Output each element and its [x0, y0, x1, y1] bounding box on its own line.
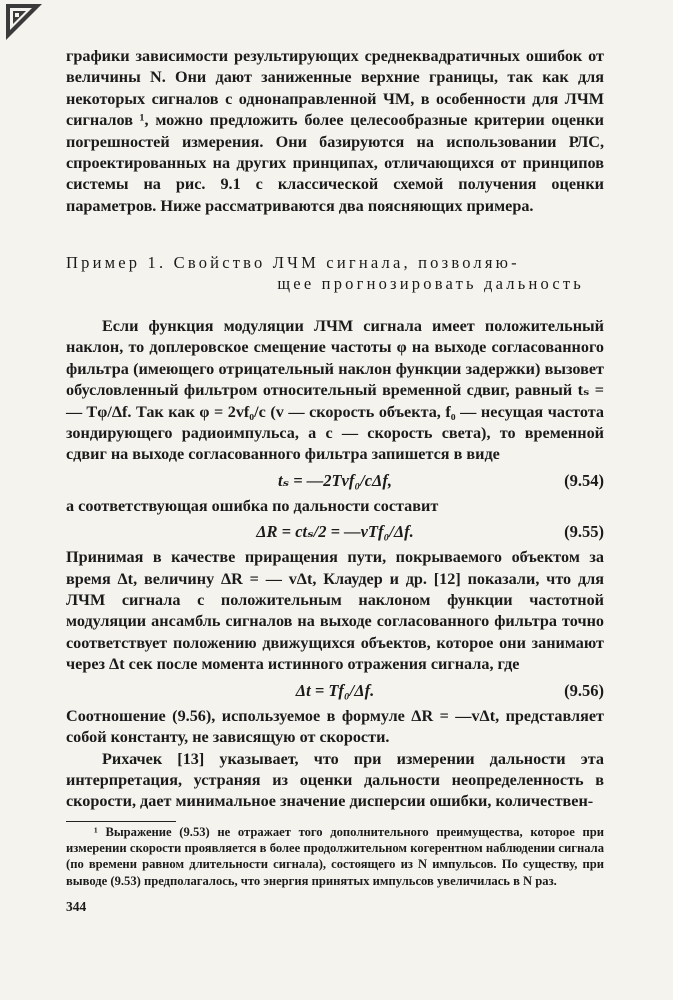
formula-expression: tₛ = —2Tvf₀/cΔf,: [277, 470, 393, 490]
heading-line-2: щее прогнозировать дальность: [277, 274, 584, 293]
paragraph-lfm-shift: Если функция модуляции ЛЧМ сигнала имеет положительный наклон, то доплеровское смещение частоты φ на выходе согласованного фильтра (имеющего отрицательный наклон функции задержки) вызовет обусловленный фильтром относительный временной сдвиг, равный tₛ = — Tφ/Δf. Так как φ = 2vf₀/c (v — скорость объекта, f₀ — несущая частота зондирующего радиоимпульса, а c — скорость света), то временной сдвиг на выходе согласованного фильтра запишется в виде: [66, 317, 604, 464]
paragraph-range-error: а соответствующая ошибка по дальности составит: [66, 496, 439, 515]
formula-9-56: [66, 676, 604, 706]
footnote: ¹ Выражение (9.53) не отражает того дополнительного преимущества, которое при измерении скорости проявляется в более продолжительном когерентном наблюдении сигнала (по времени равном длительности сигнала), состоящего из N импульсов. По существу, при выводе (9.53) предполагалось, что энергия принятых импульсов увеличилась в N раз.: [66, 824, 604, 888]
formula-expression: ΔR = ctₛ/2 = —vTf₀/Δf.: [256, 522, 414, 542]
heading-line-1: Пример 1. Свойство ЛЧМ сигнала, позволяю-: [66, 253, 520, 272]
corner-ornament: [6, 4, 42, 40]
footnote-divider: [66, 821, 176, 822]
formula-9-54: [66, 466, 604, 496]
paragraph-relation: Соотношение (9.56), используемое в формуле ΔR = —vΔt, представляет собой константу, не зависящую от скорости.: [66, 706, 604, 747]
formula-number: (9.55): [564, 522, 604, 542]
paragraph-klauder: Принимая в качестве приращения пути, покрываемого объектом за время Δt, величину ΔR = — vΔt, Клаудер и др. [12] показали, что для ЛЧМ сигнала с положительным наклоном функции частотной модуляции ансамбль сигналов на выходе согласованного фильтра точно соответствует положению движущихся объектов, которое они занимают через Δt сек после момента истинного отражения сигнала, где: [66, 548, 604, 674]
formula-9-55: [66, 517, 604, 547]
section-heading: [66, 252, 604, 294]
formula-expression: Δt = Tf₀/Δf.: [295, 680, 375, 700]
book-page: [66, 46, 604, 915]
formula-number: (9.56): [564, 680, 604, 700]
page-number: 344: [66, 898, 87, 914]
paragraph-intro: графики зависимости результирующих среднеквадратичных ошибок от величины N. Они дают заниженные верхние границы, так как для некоторых сигналов с однонаправленной ЧМ, в особенности для ЛЧМ сигналов ¹, можно предложить более целесообразные критерии оценки погрешностей измерения. Они базируются на использовании РЛС, спроектированных на других принципах, отличающихся от принципов системы на рис. 9.1 с классической схемой получения оценки параметров. Ниже рассматриваются два поясняющих примера.: [66, 47, 604, 215]
formula-number: (9.54): [564, 470, 604, 490]
paragraph-rihaczek: Рихачек [13] указывает, что при измерении дальности эта интерпретация, устраняя из оценки дальности неопределенность в скорости, дает минимальное значение дисперсии ошибки, количествен-: [66, 749, 604, 811]
